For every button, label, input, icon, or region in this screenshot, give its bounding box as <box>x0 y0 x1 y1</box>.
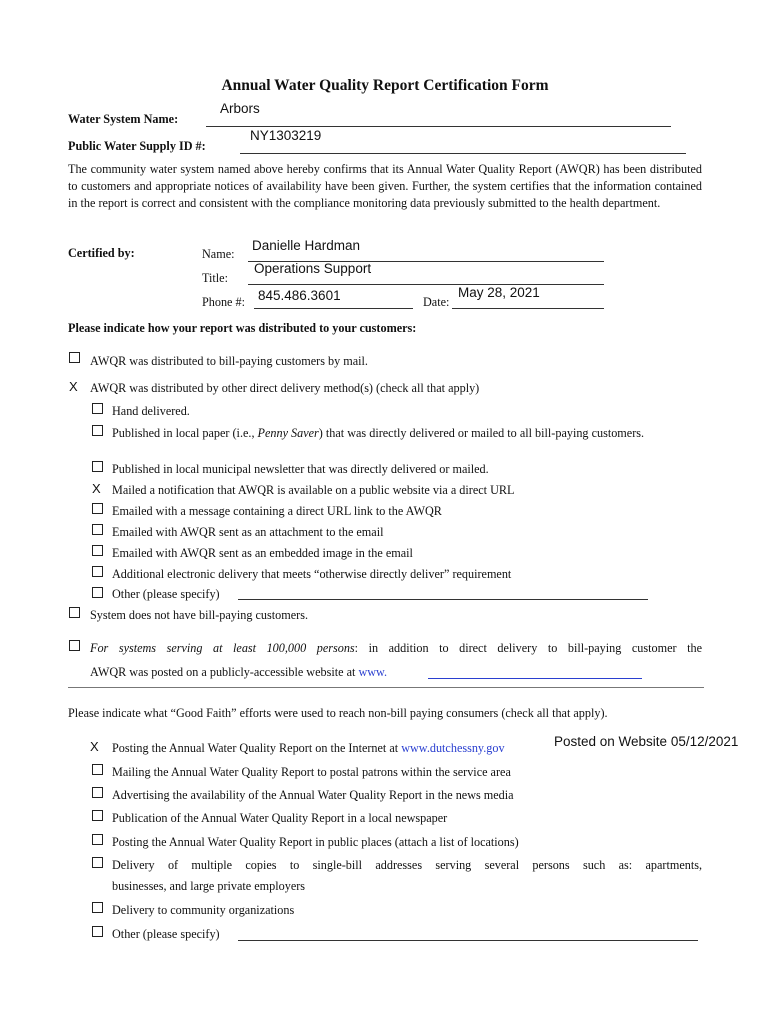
pws-id-label: Public Water Supply ID #: <box>68 139 206 153</box>
no-bill-option: System does not have bill-paying customers. <box>90 608 308 622</box>
date-line <box>452 308 604 309</box>
title-line <box>248 284 604 285</box>
internet-option: Posting the Annual Water Quality Report on the Internet at www.dutchessny.gov <box>112 741 505 755</box>
hand-delivered-checkbox[interactable] <box>92 403 103 414</box>
internet-note[interactable]: Posted on Website 05/12/2021 <box>554 734 739 749</box>
good-faith-heading: Please indicate what “Good Faith” efforts were used to reach non-bill paying consumers (check all that apply). <box>68 706 608 720</box>
certified-by-label: Certified by: <box>68 246 135 260</box>
other-delivery-line[interactable] <box>238 599 648 600</box>
email-attach-option: Emailed with AWQR sent as an attachment to the email <box>112 525 384 539</box>
date-label: Date: <box>423 295 450 309</box>
internet-link[interactable]: www.dutchessny.gov <box>401 741 505 755</box>
pws-id-line <box>240 153 686 154</box>
other-good-faith-line[interactable] <box>238 940 698 941</box>
public-places-checkbox[interactable] <box>92 834 103 845</box>
mail-option: AWQR was distributed to bill-paying customers by mail. <box>90 354 368 368</box>
local-paper-checkbox[interactable] <box>92 425 103 436</box>
email-attach-checkbox[interactable] <box>92 524 103 535</box>
community-checkbox[interactable] <box>92 902 103 913</box>
title-label: Title: <box>202 271 228 285</box>
certifier-title-value[interactable]: Operations Support <box>254 261 372 276</box>
website-checkmark[interactable]: X <box>92 481 101 496</box>
mailing-option: Mailing the Annual Water Quality Report to postal patrons within the service area <box>112 765 511 779</box>
mail-checkbox[interactable] <box>69 352 80 363</box>
section-divider <box>68 687 704 688</box>
other-delivery-option: Other (please specify) <box>112 587 220 601</box>
large-system-option: For systems serving at least 100,000 persons: in addition to direct delivery to bill-paying customer the <box>90 641 702 655</box>
publication-option: Publication of the Annual Water Quality Report in a local newspaper <box>112 811 448 825</box>
large-system-website: AWQR was posted on a publicly-accessible website at www. <box>90 665 388 679</box>
other-good-faith-checkbox[interactable] <box>92 926 103 937</box>
large-system-url-line[interactable] <box>428 678 642 679</box>
no-bill-checkbox[interactable] <box>69 607 80 618</box>
water-system-name-value[interactable]: Arbors <box>220 101 260 116</box>
mailing-checkbox[interactable] <box>92 764 103 775</box>
multiple-copies-checkbox[interactable] <box>92 857 103 868</box>
internet-checkmark[interactable]: X <box>90 739 99 754</box>
email-embed-option: Emailed with AWQR sent as an embedded image in the email <box>112 546 413 560</box>
date-value[interactable]: May 28, 2021 <box>458 285 540 300</box>
email-url-checkbox[interactable] <box>92 503 103 514</box>
newsletter-option: Published in local municipal newsletter that was directly delivered or mailed. <box>112 462 489 476</box>
website-option: Mailed a notification that AWQR is available on a public website via a direct URL <box>112 483 515 497</box>
name-label: Name: <box>202 247 235 261</box>
advertising-checkbox[interactable] <box>92 787 103 798</box>
local-paper-option: Published in local paper (i.e., Penny Saver) that was directly delivered or mailed to all bill-paying customers. <box>112 426 645 440</box>
multiple-copies-option: Delivery of multiple copies to single-bill addresses serving several persons such as: apartments, <box>112 858 702 872</box>
water-system-name-line <box>206 126 671 127</box>
other-good-faith-option: Other (please specify) <box>112 927 220 941</box>
newsletter-checkbox[interactable] <box>92 461 103 472</box>
other-direct-checkmark[interactable]: X <box>69 379 78 394</box>
certification-statement: The community water system named above hereby confirms that its Annual Water Quality Report (AWQR) has been distributed to customers and appropriate notices of availability have been given. Further, the system certifies that the information contained in the report is correct and consistent with the compliance monitoring data previously submitted to the health department. <box>68 162 702 210</box>
email-embed-checkbox[interactable] <box>92 545 103 556</box>
large-system-checkbox[interactable] <box>69 640 80 651</box>
other-delivery-checkbox[interactable] <box>92 587 103 598</box>
distribution-heading: Please indicate how your report was distributed to your customers: <box>68 321 417 335</box>
phone-value[interactable]: 845.486.3601 <box>258 288 341 303</box>
pws-id-value[interactable]: NY1303219 <box>250 128 322 143</box>
email-url-option: Emailed with a message containing a direct URL link to the AWQR <box>112 504 442 518</box>
electronic-option: Additional electronic delivery that meets “otherwise directly deliver” requirement <box>112 567 512 581</box>
form-title: Annual Water Quality Report Certification Form <box>221 77 549 94</box>
community-option: Delivery to community organizations <box>112 903 295 917</box>
advertising-option: Advertising the availability of the Annual Water Quality Report in the news media <box>112 788 514 802</box>
electronic-checkbox[interactable] <box>92 566 103 577</box>
multiple-copies-option-cont: businesses, and large private employers <box>112 879 306 893</box>
public-places-option: Posting the Annual Water Quality Report in public places (attach a list of locations) <box>112 835 519 849</box>
publication-checkbox[interactable] <box>92 810 103 821</box>
water-system-name-label: Water System Name: <box>68 112 179 126</box>
certifier-name-value[interactable]: Danielle Hardman <box>252 238 361 253</box>
hand-delivered-option: Hand delivered. <box>112 404 190 418</box>
phone-label: Phone #: <box>202 295 245 309</box>
phone-line <box>254 308 413 309</box>
other-direct-option: AWQR was distributed by other direct delivery method(s) (check all that apply) <box>90 381 480 395</box>
